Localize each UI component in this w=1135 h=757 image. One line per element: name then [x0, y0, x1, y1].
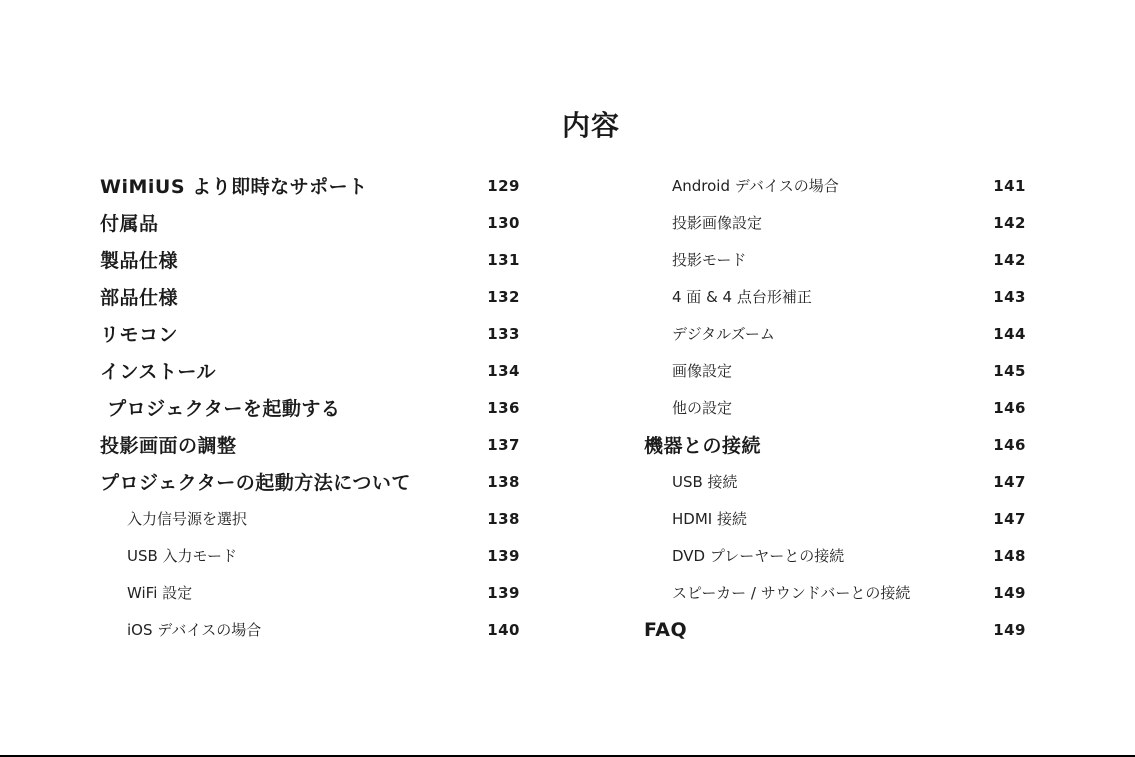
- toc-entry-label: 画像設定: [672, 362, 733, 380]
- toc-entry-label: USB 接続: [672, 473, 738, 491]
- toc-entry-label: 製品仕様: [100, 250, 179, 272]
- toc-entry-page: 142: [993, 250, 1026, 269]
- toc-entry-label: インストール: [100, 361, 217, 383]
- toc-entry-label: 付属品: [100, 213, 159, 235]
- toc-entry-label: USB 入力モード: [127, 547, 237, 565]
- toc-entry-label: プロジェクターの起動方法について: [100, 472, 411, 494]
- toc-entry-label: デジタルズーム: [672, 325, 775, 343]
- toc-entry-label: 投影画像設定: [672, 214, 763, 232]
- toc-entry-label: FAQ: [644, 618, 688, 641]
- toc-entry-label: HDMI 接続: [672, 510, 747, 528]
- toc-entry-page: 134: [487, 361, 520, 380]
- toc-entry[interactable]: [644, 241, 1026, 278]
- toc-entry-page: 140: [487, 620, 520, 639]
- toc-entry[interactable]: [644, 278, 1026, 315]
- toc-entry-label: WiMiUS より即時なサポート: [100, 176, 368, 198]
- toc-entry-label: 投影画面の調整: [100, 435, 237, 457]
- toc-entry[interactable]: [100, 167, 520, 204]
- toc-entry[interactable]: [100, 574, 520, 611]
- toc-entry-page: 144: [993, 324, 1026, 343]
- toc-entry-label: WiFi 設定: [127, 584, 193, 602]
- toc-entry-page: 139: [487, 546, 520, 565]
- toc-entry-page: 143: [993, 287, 1026, 306]
- toc-entry-page: 138: [487, 509, 520, 528]
- toc-entry[interactable]: [644, 167, 1026, 204]
- toc-entry[interactable]: [644, 537, 1026, 574]
- toc-entry-label: DVD プレーヤーとの接続: [672, 547, 845, 565]
- toc-entry-page: 141: [993, 176, 1026, 195]
- toc-entry-label: 入力信号源を選択: [127, 510, 248, 528]
- toc-entry[interactable]: [100, 500, 520, 537]
- toc-entry-page: 136: [487, 398, 520, 417]
- toc-entry-page: 129: [487, 176, 520, 195]
- toc-entry-label: 機器との接続: [644, 435, 762, 457]
- toc-entry-page: 148: [993, 546, 1026, 565]
- toc-entry[interactable]: [644, 352, 1026, 389]
- toc-entry[interactable]: [100, 463, 520, 500]
- toc-entry-page: 145: [993, 361, 1026, 380]
- toc-entry-page: 142: [993, 213, 1026, 232]
- toc-entry-page: 149: [993, 583, 1026, 602]
- toc-entry-label: プロジェクターを起動する: [100, 398, 341, 420]
- toc-entry-page: 146: [993, 435, 1026, 454]
- toc-entry-page: 147: [993, 472, 1026, 491]
- toc-entry-page: 138: [487, 472, 520, 491]
- page-title: 内容: [561, 109, 620, 142]
- toc-entry-page: 147: [993, 509, 1026, 528]
- toc-entry-label: 4 面 & 4 点台形補正: [672, 288, 812, 306]
- toc-entry-label: Android デバイスの場合: [672, 177, 839, 195]
- toc-entry[interactable]: [644, 500, 1026, 537]
- toc-entry[interactable]: [100, 611, 520, 648]
- toc-entry-page: 133: [487, 324, 520, 343]
- toc-entry[interactable]: [100, 278, 520, 315]
- toc-entry[interactable]: [100, 204, 520, 241]
- toc-entry[interactable]: [100, 389, 520, 426]
- toc-entry[interactable]: [644, 315, 1026, 352]
- toc-entry-page: 132: [487, 287, 520, 306]
- toc-entry-label: 他の設定: [672, 399, 733, 417]
- toc-entry[interactable]: [644, 574, 1026, 611]
- toc-entry-page: 137: [487, 435, 520, 454]
- toc-entry-page: 139: [487, 583, 520, 602]
- toc-left-column: [100, 167, 520, 648]
- toc-entry[interactable]: [644, 463, 1026, 500]
- toc-entry[interactable]: [100, 426, 520, 463]
- toc-entry-label: iOS デバイスの場合: [127, 621, 262, 639]
- toc-entry[interactable]: [100, 352, 520, 389]
- toc-entry-page: 149: [993, 620, 1026, 639]
- toc-entry-label: スピーカー / サウンドバーとの接続: [672, 584, 911, 602]
- toc-entry-page: 131: [487, 250, 520, 269]
- toc-entry[interactable]: [644, 204, 1026, 241]
- toc-entry-label: 部品仕様: [100, 287, 179, 309]
- toc-entry[interactable]: [644, 426, 1026, 463]
- toc-entry-label: リモコン: [100, 324, 179, 346]
- toc-right-column: [644, 167, 1026, 648]
- toc-entry-page: 130: [487, 213, 520, 232]
- toc-entry[interactable]: [100, 537, 520, 574]
- toc-entry-page: 146: [993, 398, 1026, 417]
- toc-entry[interactable]: [100, 315, 520, 352]
- toc-entry[interactable]: [100, 241, 520, 278]
- toc-entry[interactable]: [644, 389, 1026, 426]
- toc-entry[interactable]: [644, 611, 1026, 648]
- toc-entry-label: 投影モード: [672, 251, 747, 269]
